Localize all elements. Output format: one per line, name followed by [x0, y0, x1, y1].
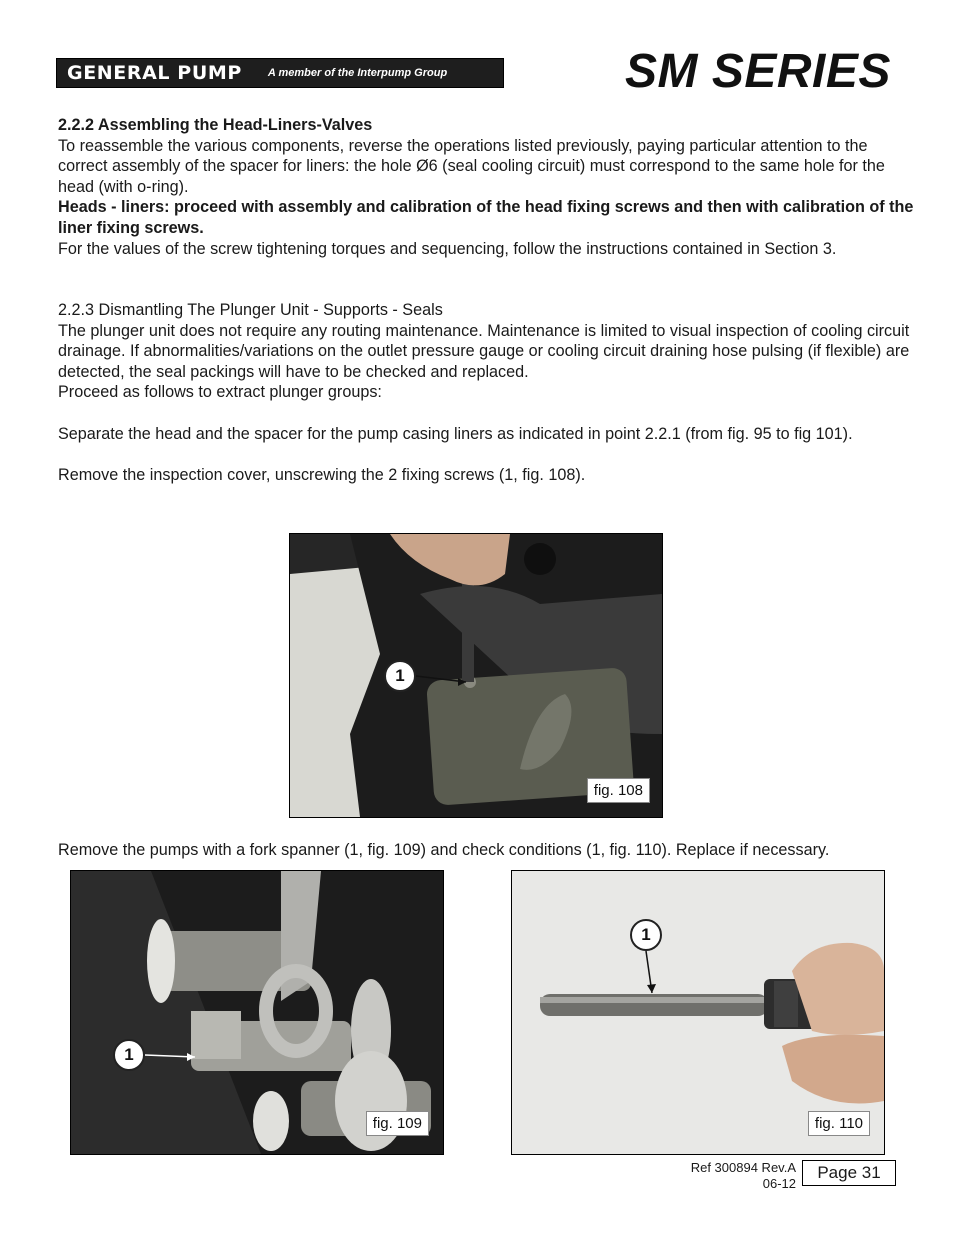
section-2-2-3-step-pumps	[58, 840, 918, 861]
section-2-2-2-heading: 2.2.2 Assembling the Head-Liners-Valves	[58, 116, 373, 134]
figure-108-photo	[289, 533, 663, 818]
brand-tagline: A member of the Interpump Group	[267, 67, 448, 79]
section-2-2-2-paragraph: To reassemble the various components, reverse the operations listed previously, paying particular attention to the correct assembly of the spacer for liners: the hole Ø6 (seal cooling circuit) must correspond to the same hole for the head (with o-ring).	[58, 136, 885, 196]
section-2-2-3-step-separate: Separate the head and the spacer for the pump casing liners as indicated in point 2.2.1 (from fig. 95 to fig 101).	[58, 424, 853, 443]
figure-109-callout: 1	[113, 1039, 145, 1071]
section-2-2-3-heading: 2.2.3 Dismantling The Plunger Unit - Supports - Seals	[58, 301, 443, 319]
series-title: SM SERIES	[625, 45, 891, 98]
figure-110-photo	[511, 870, 885, 1155]
footer-reference	[691, 1160, 796, 1192]
section-2-2-2	[58, 115, 918, 259]
figure-109-photo	[70, 870, 444, 1155]
brand-banner	[56, 58, 504, 88]
figure-108-leader-line	[290, 534, 662, 817]
figure-108-callout: 1	[384, 660, 416, 692]
brand-name: GENERAL PUMP	[67, 62, 242, 84]
page-number: Page 31	[802, 1160, 896, 1186]
figure-110-callout: 1	[630, 919, 662, 951]
section-2-2-3-pumps-text: Remove the pumps with a fork spanner (1, fig. 109) and check conditions (1, fig. 110). Replace if necessary.	[58, 841, 830, 859]
section-2-2-3	[58, 300, 918, 485]
section-2-2-2-torque-note: For the values of the screw tightening torques and sequencing, follow the instructions contained in Section 3.	[58, 239, 837, 258]
section-2-2-3-step-cover: Remove the inspection cover, unscrewing the 2 fixing screws (1, fig. 108).	[58, 465, 586, 484]
figure-108-label: fig. 108	[587, 778, 650, 803]
figure-109-label: fig. 109	[366, 1111, 429, 1136]
figure-110-label: fig. 110	[808, 1111, 870, 1136]
section-2-2-2-bold-note: Heads - liners: proceed with assembly and calibration of the head fixing screws and then with calibration of the liner fixing screws.	[58, 198, 914, 237]
footer-date: 06-12	[762, 1176, 796, 1191]
footer-ref-number: Ref 300894 Rev.A	[690, 1160, 796, 1175]
section-2-2-3-paragraph: The plunger unit does not require any routing maintenance. Maintenance is limited to visual inspection of cooling circuit drainage. If abnormalities/variations on the outlet pressure gauge or cooling circuit draining hose pulsing (if flexible) are detected, the seal packings will have to be checked and replaced.	[58, 321, 910, 381]
section-2-2-3-proceed: Proceed as follows to extract plunger groups:	[58, 383, 382, 402]
